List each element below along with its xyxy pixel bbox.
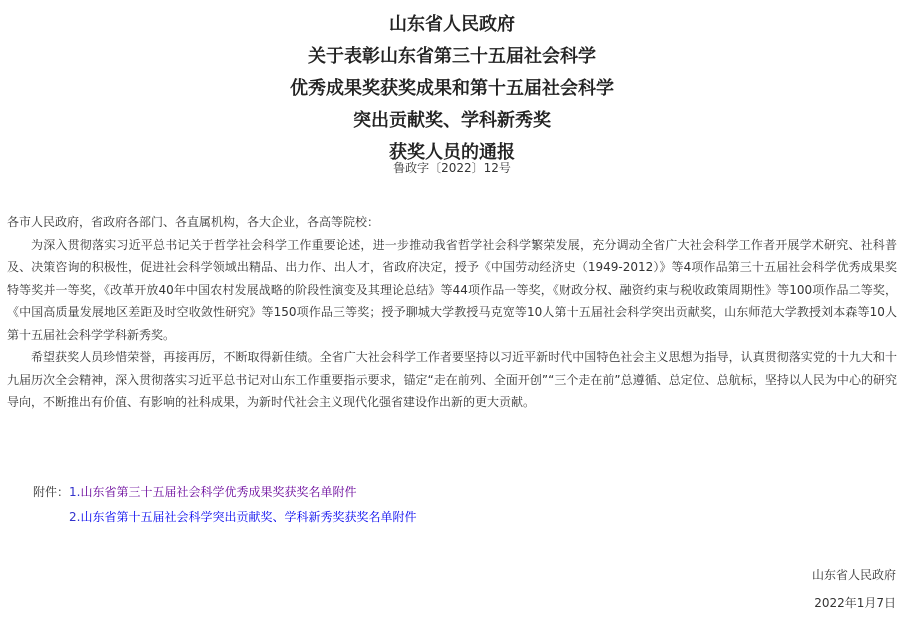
attachment-link-1[interactable] <box>69 485 356 499</box>
signature-date: 2022年1月7日 <box>814 596 896 610</box>
title-line-3: 优秀成果奖获奖成果和第十五届社会科学 <box>290 78 614 99</box>
attachment-number-2: 2. <box>69 510 81 524</box>
document-title <box>0 9 904 169</box>
title-line-5: 获奖人员的通报 <box>389 142 515 163</box>
attachment-link-text-1: 山东省第三十五届社会科学优秀成果奖获奖名单附件 <box>80 485 357 499</box>
salutation: 各市人民政府，省政府各部门、各直属机构，各大企业，各高等院校： <box>7 215 380 229</box>
signature-issuer: 山东省人民政府 <box>811 568 896 582</box>
signature-block <box>812 561 896 617</box>
attachment-row-2 <box>33 506 416 531</box>
title-line-4: 突出贡献奖、学科新秀奖 <box>353 110 551 131</box>
attachment-link-text-2: 山东省第十五届社会科学突出贡献奖、学科新秀奖获奖名单附件 <box>80 510 417 524</box>
document-body <box>7 211 897 414</box>
title-line-2: 关于表彰山东省第三十五届社会科学 <box>308 46 596 67</box>
attachment-link-2[interactable] <box>69 510 416 524</box>
attachments-section <box>33 481 416 531</box>
attachment-row-1 <box>33 481 416 506</box>
document-number: 鲁政字〔2022〕12号 <box>393 161 511 175</box>
title-line-issuer: 山东省人民政府 <box>389 14 515 35</box>
attachment-number-1: 1. <box>69 485 81 499</box>
attachments-label: 附件： <box>33 485 70 499</box>
paragraph-decision: 为深入贯彻落实习近平总书记关于哲学社会科学工作重要论述，进一步推动我省哲学社会科学繁荣发展，充分调动全省广大社会科学工作者开展学术研究、社科普及、决策咨询的积极性，促进社会科学领域出精品、出力作、出人才，省政府决定，授予《中国劳动经济史（1949-2012）》等4项作品第三十五届社会科学优秀成果奖特等奖并一等奖，《改革开放40年中国农村发展战略的阶段性演变及其理论总结》等44项作品一等奖，《财政分权、融资约束与税收政策周期性》等100项作品二等奖，《中国高质量发展地区差距及时空收敛性研究》等150项作品三等奖；授予聊城大学教授马克宽等10人第十五届社会科学突出贡献奖，山东师范大学教授刘本森等10人第十五届社会科学学科新秀奖。 <box>7 237 897 342</box>
paragraph-expectation: 希望获奖人员珍惜荣誉，再接再厉，不断取得新佳绩。全省广大社会科学工作者要坚持以习近平新时代中国特色社会主义思想为指导，认真贯彻落实党的十九大和十九届历次全会精神，深入贯彻落实习近平总书记对山东工作重要指示要求，锚定“走在前列、全面开创”“三个走在前”总遵循、总定位、总航标，坚持以人民为中心的研究导向，不断推出有价值、有影响的社科成果，为新时代社会主义现代化强省建设作出新的更大贡献。 <box>7 350 897 409</box>
